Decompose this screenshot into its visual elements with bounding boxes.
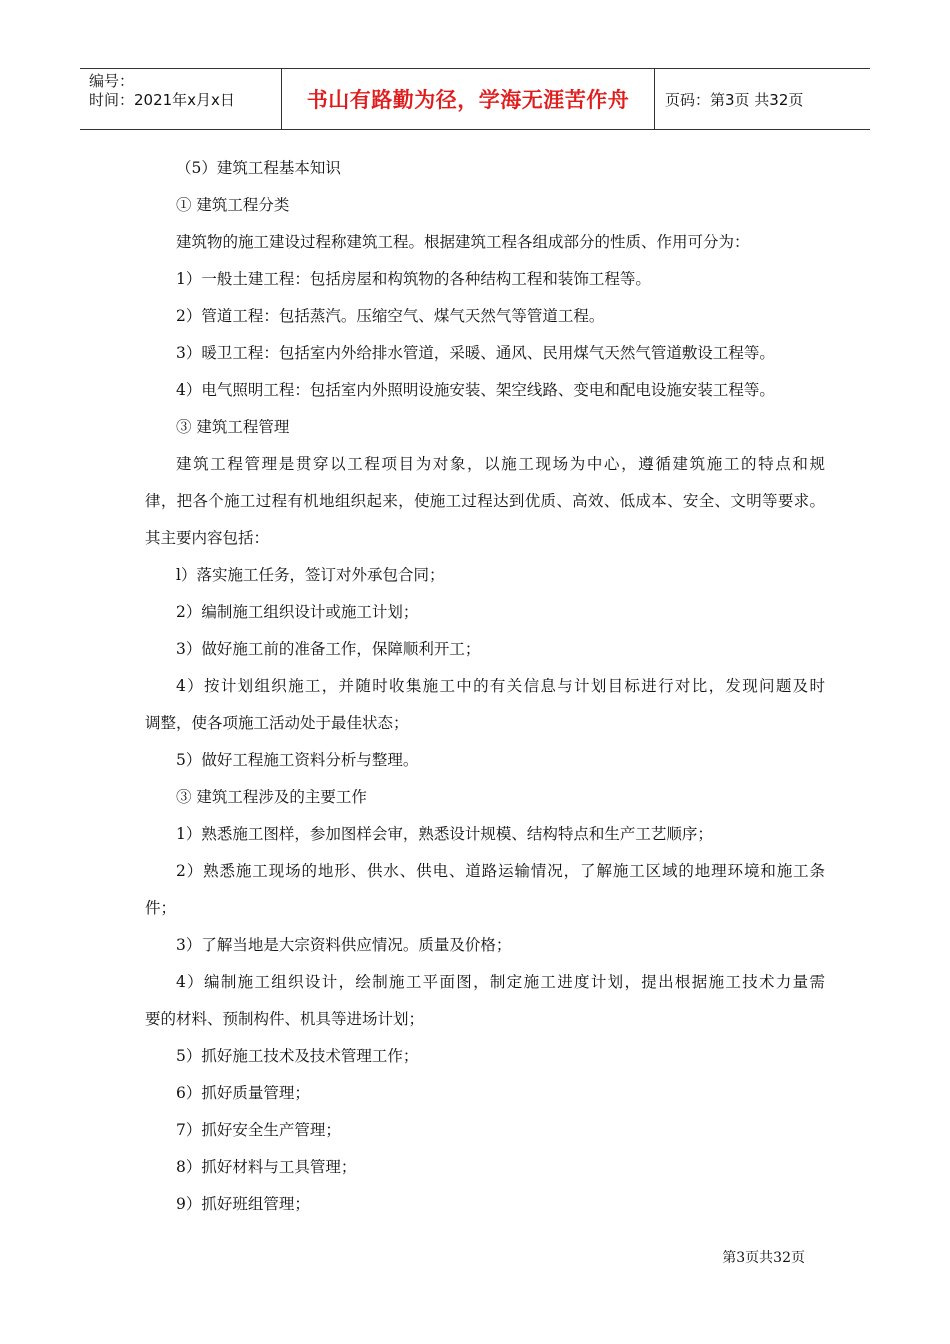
paragraph-line: 其主要内容包括： (145, 529, 270, 547)
page-footer (722, 1247, 805, 1267)
list-item: 2）管道工程：包括蒸汽。压缩空气、煤气天然气等管道工程。 (176, 307, 605, 325)
document-number-label: 编号： (89, 72, 135, 90)
list-item-continuation: 调整，使各项施工活动处于最佳状态； (145, 714, 409, 732)
subsection-heading: ① 建筑工程分类 (176, 196, 290, 214)
document-date: 时间：2021年x月x日 (89, 91, 235, 109)
list-item: 9）抓好班组管理； (176, 1195, 310, 1213)
list-item: 3）做好施工前的准备工作，保障顺利开工； (176, 640, 481, 658)
list-item: 8）抓好材料与工具管理； (176, 1158, 357, 1176)
header-motto: 书山有路勤为径，学海无涯苦作舟 (306, 88, 630, 112)
footer-page-number: 第3页共32页 (722, 1250, 805, 1266)
list-item-continuation: 要的材料、预制构件、机具等进场计划； (145, 1010, 425, 1028)
list-item: 4）电气照明工程：包括室内外照明设施安装、架空线路、变电和配电设施安装工程等。 (176, 381, 775, 399)
header-page-cell (655, 69, 870, 129)
section-heading: （5）建筑工程基本知识 (176, 159, 341, 177)
list-item: 6）抓好质量管理； (176, 1084, 310, 1102)
header-meta-cell (80, 69, 282, 129)
list-item: 4）按计划组织施工，并随时收集施工中的有关信息与计划目标进行对比，发现问题及时 (176, 677, 825, 695)
list-item: 4）编制施工组织设计，绘制施工平面图，制定施工进度计划，提出根据施工技术力量需 (176, 973, 825, 991)
list-item: 2）熟悉施工现场的地形、供水、供电、道路运输情况，了解施工区域的地理环境和施工条 (176, 862, 825, 880)
paragraph-line: 律，把各个施工过程有机地组织起来，使施工过程达到优质、高效、低成本、安全、文明等要求。 (145, 492, 825, 510)
list-item: l）落实施工任务，签订对外承包合同； (176, 566, 445, 584)
paragraph-line: 建筑工程管理是贯穿以工程项目为对象，以施工现场为中心，遵循建筑施工的特点和规 (176, 455, 825, 473)
header-page-code: 页码：第3页 共32页 (665, 90, 804, 109)
page-header (80, 68, 870, 130)
list-item: 3）暖卫工程：包括室内外给排水管道，采暖、通风、民用煤气天然气管道敷设工程等。 (176, 344, 775, 362)
list-item: 1）熟悉施工图样，参加图样会审，熟悉设计规模、结构特点和生产工艺顺序； (176, 825, 713, 843)
header-motto-cell (282, 69, 655, 129)
list-item: 5）做好工程施工资料分析与整理。 (176, 751, 419, 769)
document-body (145, 150, 825, 1223)
list-item-continuation: 件； (145, 899, 177, 917)
list-item: 7）抓好安全生产管理； (176, 1121, 341, 1139)
subsection-heading: ③ 建筑工程涉及的主要工作 (176, 788, 367, 806)
paragraph-line: 建筑物的施工建设过程称建筑工程。根据建筑工程各组成部分的性质、作用可分为： (176, 233, 750, 251)
list-item: 2）编制施工组织设计或施工计划； (176, 603, 419, 621)
list-item: 1）一般土建工程：包括房屋和构筑物的各种结构工程和装饰工程等。 (176, 270, 651, 288)
subsection-heading: ③ 建筑工程管理 (176, 418, 290, 436)
list-item: 5）抓好施工技术及技术管理工作； (176, 1047, 419, 1065)
list-item: 3）了解当地是大宗资料供应情况。质量及价格； (176, 936, 512, 954)
